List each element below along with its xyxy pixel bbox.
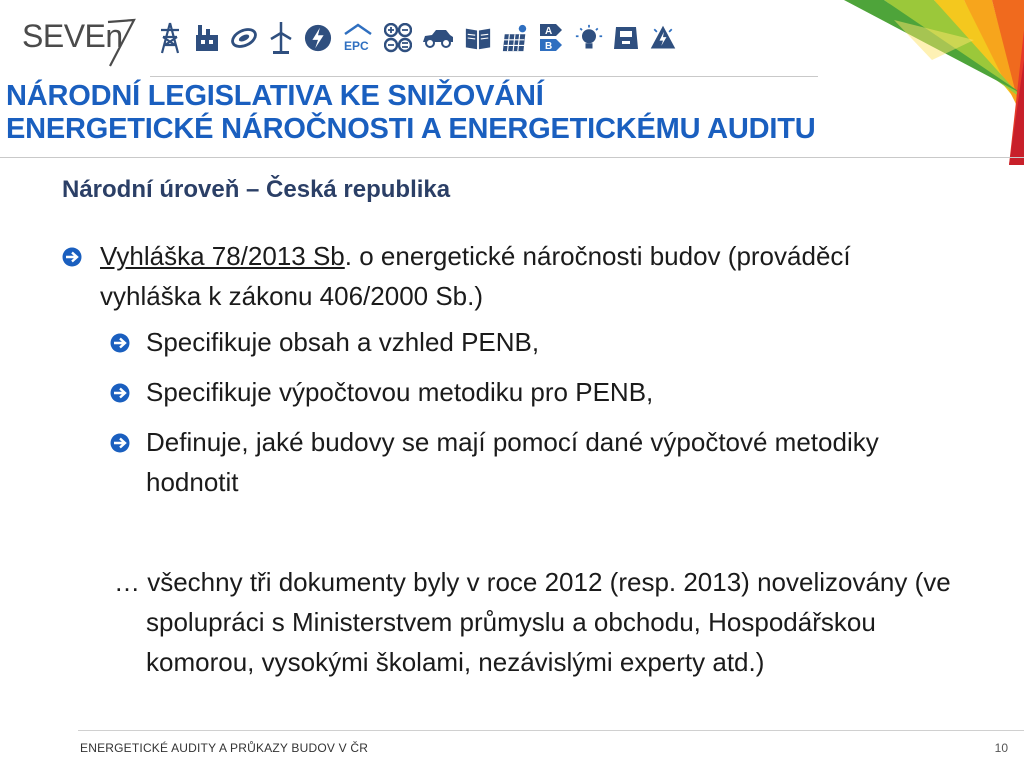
device-icon xyxy=(612,20,640,56)
color-burst-decoration xyxy=(814,0,1024,165)
bulb-icon xyxy=(575,20,603,56)
label-a: A xyxy=(545,26,553,37)
solar-panel-icon xyxy=(501,20,529,56)
slide-subtitle: Národní úroveň – Česká republika xyxy=(62,176,451,203)
logo-text: SEVEn xyxy=(22,18,123,54)
epc-icon xyxy=(341,20,375,56)
arrow-bullet-icon xyxy=(62,247,82,267)
main-bullet-rest: . o energetické náročnosti budov (prováděcí vyhláška k zákonu 406/2000 Sb.) xyxy=(100,241,851,311)
car-icon xyxy=(421,20,455,56)
sub-bullet-text: Specifikuje obsah a vzhled PENB, xyxy=(146,327,540,357)
arrow-bullet-icon xyxy=(110,383,130,403)
energy-label-icon xyxy=(538,20,566,56)
page-number: 10 xyxy=(994,741,1008,755)
arrow-bullet-icon xyxy=(110,333,130,353)
footer-divider xyxy=(78,730,1024,731)
main-bullet-text xyxy=(100,236,920,316)
title-line-1: NÁRODNÍ LEGISLATIVA KE SNIŽOVÁNÍ xyxy=(6,80,544,112)
sub-bullet-text: Specifikuje výpočtovou metodiku pro PENB, xyxy=(146,377,654,407)
regulation-link[interactable]: Vyhláška 78/2013 Sb xyxy=(100,241,345,271)
slide-title xyxy=(6,80,815,146)
wind-turbine-icon xyxy=(267,20,295,56)
factory-icon xyxy=(193,20,221,56)
seven-logo xyxy=(22,14,138,64)
lightning-bolt-icon xyxy=(304,20,332,56)
calculator-icon xyxy=(384,20,412,56)
footer-text: ENERGETICKÉ AUDITY A PRŮKAZY BUDOV V ČR xyxy=(80,741,369,755)
epc-label: EPC xyxy=(344,39,369,53)
label-b: B xyxy=(545,41,553,52)
logo-swoosh-icon xyxy=(22,14,138,70)
lightbulb-cfl-icon xyxy=(230,20,258,56)
title-divider xyxy=(0,157,1024,158)
header-icon-strip xyxy=(156,16,677,60)
header-divider xyxy=(150,76,818,77)
book-icon xyxy=(464,20,492,56)
title-line-2: ENERGETICKÉ NÁROČNOSTI A ENERGETICKÉMU AUDITU xyxy=(6,113,816,145)
power-pylon-icon xyxy=(156,20,184,56)
note-paragraph: … všechny tři dokumenty byly v roce 2012 (resp. 2013) novelizovány (ve spolupráci s Ministerstvem průmyslu a obchodu, Hospodářskou komorou, vysokými školami, nezávislými experty atd.) xyxy=(114,567,951,677)
warning-icon xyxy=(649,20,677,56)
sub-bullet-text: Definuje, jaké budovy se mají pomocí dané výpočtové metodiky hodnotit xyxy=(146,427,879,497)
arrow-bullet-icon xyxy=(110,433,130,453)
